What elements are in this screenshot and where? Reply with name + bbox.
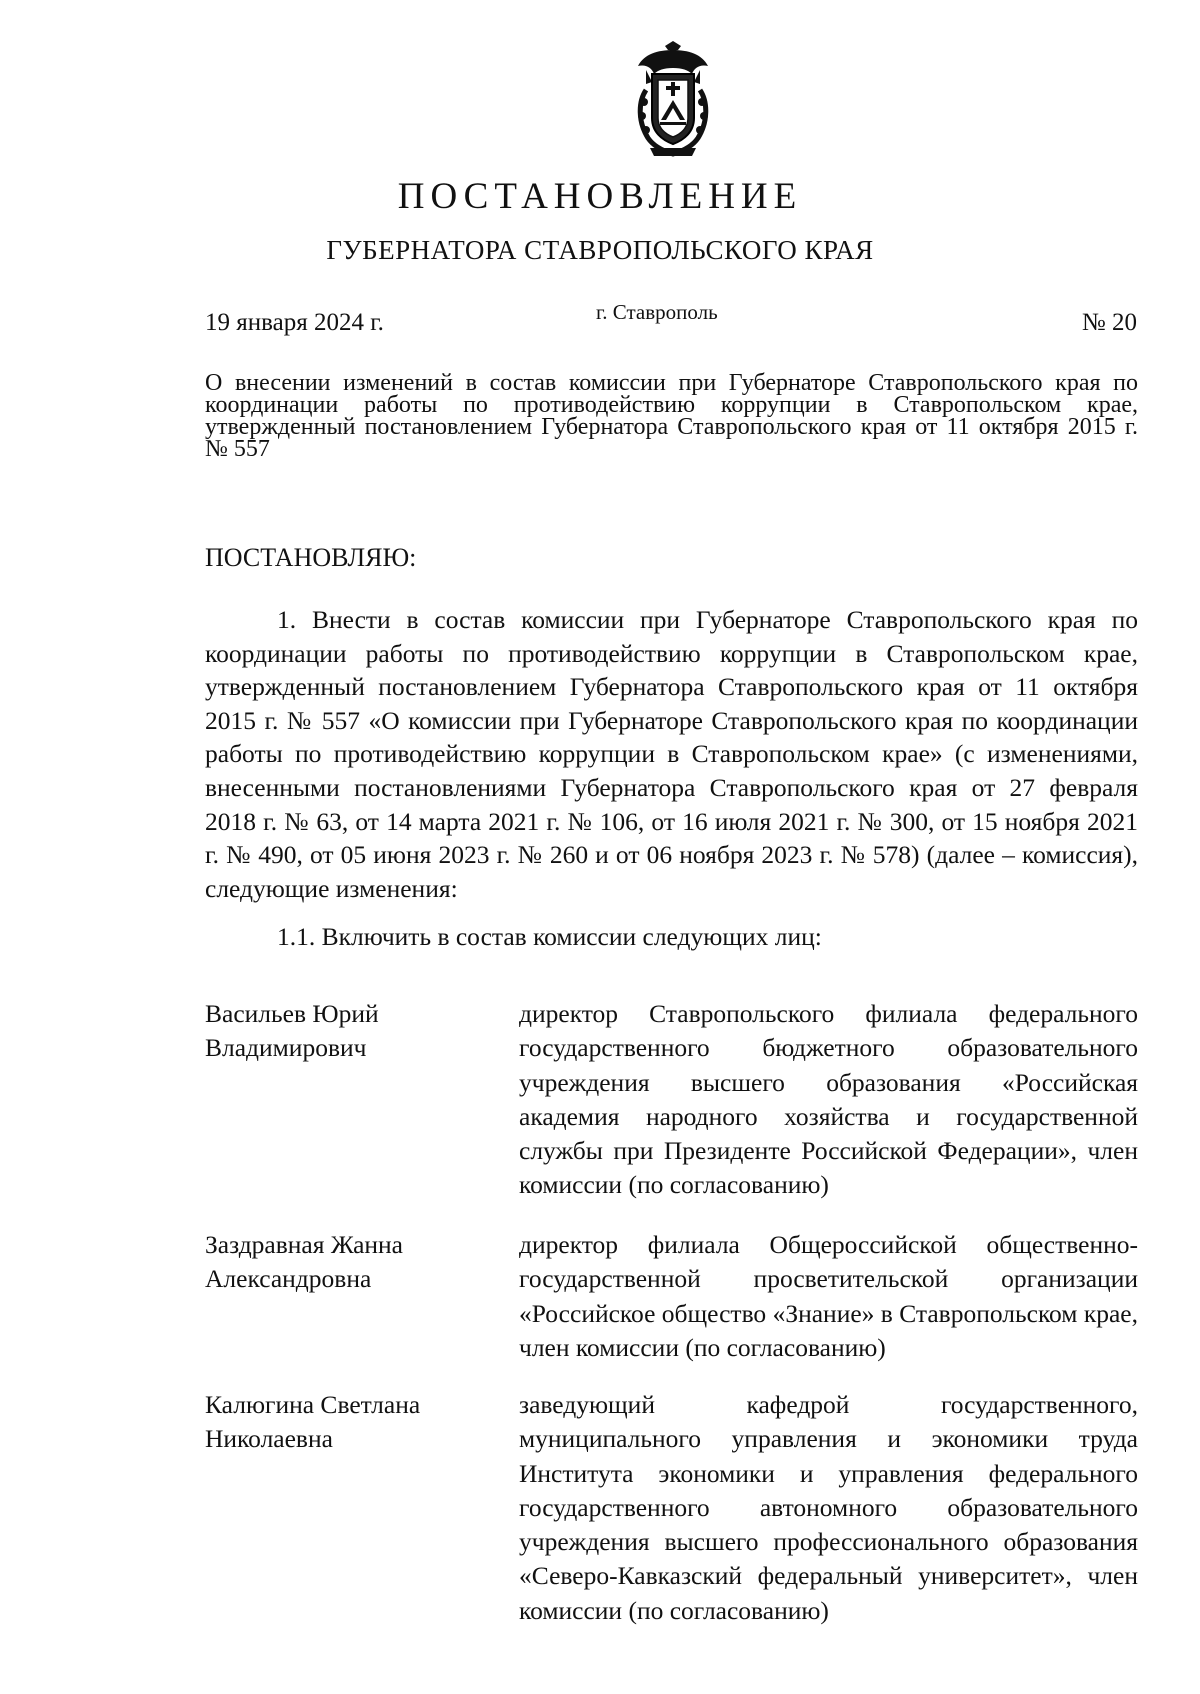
member-description: заведующий кафедрой государственного, муниципального управления и экономики труда Института экономики и управления федерального государственного автономного образовательного учреждения высшего профессионального образования «Северо-Кавказский федеральный университет», член комиссии (по согласованию) [519, 1390, 1138, 1625]
member-surname: Калюгина Светлана [205, 1390, 421, 1419]
decree-word: ПОСТАНОВЛЯЮ: [205, 543, 417, 572]
document-subtitle: ГУБЕРНАТОРА СТАВРОПОЛЬСКОГО КРАЯ [326, 235, 874, 265]
document-date: 19 января 2024 г. [205, 309, 384, 336]
coat-of-arms-icon [628, 40, 718, 160]
sub-item-1-1: 1.1. Включить в состав комиссии следующих лиц: [277, 922, 822, 951]
member-name [205, 1228, 475, 1296]
member-description: директор Ставропольского филиала федерального государственного бюджетного образовательного учреждения высшего образования «Российская академия народного хозяйства и государственной службы при Президенте Российской Федерации», член комиссии (по согласованию) [519, 999, 1138, 1200]
member-name [205, 1388, 475, 1456]
document-city: г. Ставрополь [596, 300, 718, 324]
member-name [205, 997, 475, 1065]
member-description: директор филиала Общероссийской общественно-государственной просветительской организации «Российское общество «Знание» в Ставропольском крае, член комиссии (по согласованию) [519, 1230, 1138, 1362]
member-surname: Васильев Юрий [205, 999, 379, 1028]
paragraph-1: 1. Внести в состав комиссии при Губернаторе Ставропольского края по координации работы по противодействию коррупции в Ставропольском крае, утвержденный постановлением Губернатора Ставропольского края от 11 октября 2015 г. № 557 «О комиссии при Губернаторе Ставропольского края по координации работы по противодействию коррупции в Ставропольском крае» (с изменениями, внесенными постановлениями Губернатора Ставропольского края от 27 февраля 2018 г. № 63, от 14 марта 2021 г. № 106, от 16 июля 2021 г. № 300, от 15 ноября 2021 г. № 490, от 05 июня 2023 г. № 260 и от 06 ноября 2023 г. № 578) (далее – комиссия), следующие изменения: [205, 605, 1138, 903]
member-patronymic: Николаевна [205, 1424, 333, 1453]
member-patronymic: Владимирович [205, 1033, 367, 1062]
document-number: № 20 [1081, 309, 1137, 336]
document-title: ПОСТАНОВЛЕНИЕ [397, 176, 803, 217]
document-heading: О внесении изменений в состав комиссии при Губернаторе Ставропольского края по координации работы по противодействию коррупции в Ставропольском крае, утвержденный постановлением Губернатора Ставропольского края от 11 октября 2015 г. № 557 [205, 370, 1138, 462]
member-surname: Заздравная Жанна [205, 1230, 403, 1259]
member-patronymic: Александровна [205, 1264, 372, 1293]
